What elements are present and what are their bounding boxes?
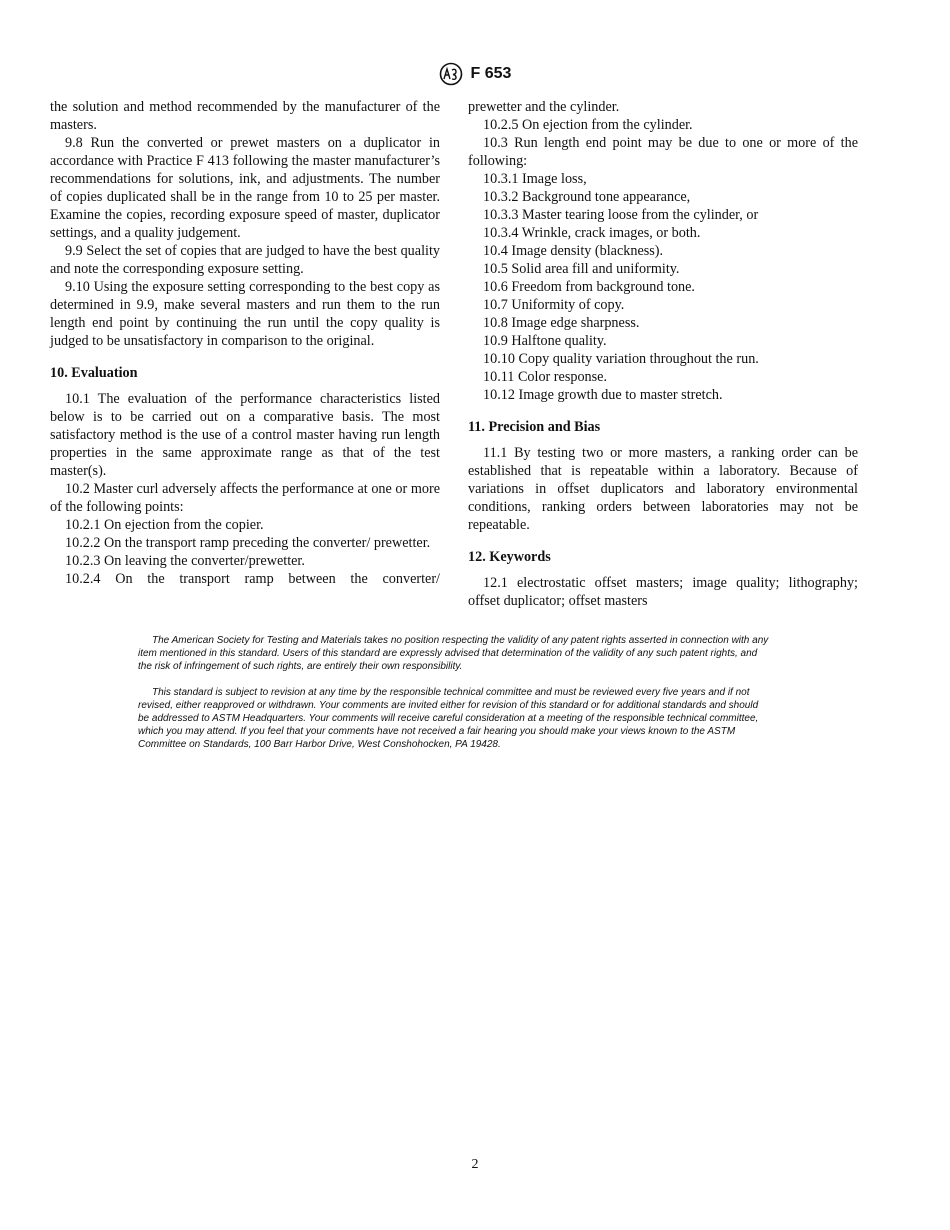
paragraph-10-1: 10.1 The evaluation of the performance characteristics listed below is to be carried out on a comparative basis. The most satisfactory method is the use of a control master having run length properties in the same approximate range as that of the test master(s). bbox=[50, 391, 440, 479]
patent-notice: The American Society for Testing and Materials takes no position respecting the validity of any patent rights asserted in connection with any item mentioned in this standard. Users of this standard are expressly advised that determination of the validity of any such patent rights, and the risk of infringement of such rights, are entirely their own responsibility. bbox=[138, 635, 769, 672]
section-heading-precision-bias: 11. Precision and Bias bbox=[468, 419, 601, 435]
paragraph-10-2-5: 10.2.5 On ejection from the cylinder. bbox=[483, 117, 693, 133]
paragraph-10-3: 10.3 Run length end point may be due to one or more of the following: bbox=[468, 135, 858, 169]
paragraph: the solution and method recommended by the manufacturer of the masters. bbox=[50, 99, 440, 133]
paragraph-9-9: 9.9 Select the set of copies that are judged to have the best quality and note the corresponding exposure setting. bbox=[50, 243, 440, 277]
list-item: 10.4 Image density (blackness). bbox=[483, 243, 664, 259]
paragraph-10-2-4: 10.2.4 On the transport ramp between the converter/ bbox=[65, 571, 440, 587]
right-column bbox=[468, 98, 858, 610]
paragraph-10-2-2: 10.2.2 On the transport ramp preceding the converter/ prewetter. bbox=[65, 535, 431, 551]
list-item: 10.7 Uniformity of copy. bbox=[483, 297, 625, 313]
paragraph-10-2: 10.2 Master curl adversely affects the performance at one or more of the following points: bbox=[50, 481, 440, 515]
list-item: 10.3.2 Background tone appearance, bbox=[483, 189, 691, 205]
left-column bbox=[50, 98, 440, 588]
list-item: 10.3.4 Wrinkle, crack images, or both. bbox=[483, 225, 701, 241]
paragraph-9-8: 9.8 Run the converted or prewet masters on a duplicator in accordance with Practice F 413 following the master manufacturer’s recommendations for solutions, ink, and adjustments. The number of copies duplicated shall be in the range from 10 to 25 per master. Examine the copies, recording exposure speed of master, duplicator settings, and a quality judgement. bbox=[50, 135, 440, 241]
section-heading-keywords: 12. Keywords bbox=[468, 549, 551, 565]
list-item: 10.11 Color response. bbox=[483, 369, 607, 385]
astm-logo-icon bbox=[439, 62, 463, 86]
list-item: 10.10 Copy quality variation throughout the run. bbox=[483, 351, 759, 367]
paragraph-9-10: 9.10 Using the exposure setting corresponding to the best copy as determined in 9.9, make several masters and run them to the run length end point by continuing the run until the copy quality is judged to be unsatisfactory in comparison to the original. bbox=[50, 279, 440, 349]
list-item: 10.6 Freedom from background tone. bbox=[483, 279, 695, 295]
list-item: 10.8 Image edge sharpness. bbox=[483, 315, 640, 331]
paragraph-10-2-3: 10.2.3 On leaving the converter/prewetter. bbox=[65, 553, 305, 569]
revision-notice: This standard is subject to revision at any time by the responsible technical committee and must be reviewed every five years and if not revised, either reapproved or withdrawn. Your comments are invited either for revision of this standard or for additional standards and should be addressed to ASTM Headquarters. Your comments will receive careful consideration at a meeting of the responsible technical committee, which you may attend. If you feel that your comments have not received a fair hearing you should make your views known to the ASTM Committee on Standards, 100 Barr Harbor Drive, West Conshohocken, PA 19428. bbox=[138, 687, 759, 750]
document-id: F 653 bbox=[470, 65, 512, 82]
paragraph-11-1: 11.1 By testing two or more masters, a ranking order can be established that is repeatable within a laboratory. Because of variations in offset duplicators and laboratory environmental conditions, ranking orders between laboratories may not be repeatable. bbox=[468, 445, 858, 533]
page-number: 2 bbox=[471, 1157, 479, 1172]
paragraph: prewetter and the cylinder. bbox=[468, 99, 620, 115]
list-item: 10.9 Halftone quality. bbox=[483, 333, 607, 349]
paragraph-12-1: 12.1 electrostatic offset masters; image quality; lithography; offset duplicator; offset masters bbox=[468, 575, 858, 609]
section-heading-evaluation: 10. Evaluation bbox=[50, 365, 138, 381]
page-header bbox=[0, 60, 950, 88]
list-item: 10.3.1 Image loss, bbox=[483, 171, 587, 187]
list-item: 10.12 Image growth due to master stretch. bbox=[483, 387, 723, 403]
list-item: 10.3.3 Master tearing loose from the cylinder, or bbox=[483, 207, 759, 223]
list-item: 10.5 Solid area fill and uniformity. bbox=[483, 261, 680, 277]
footer-notes bbox=[138, 634, 772, 751]
paragraph-10-2-1: 10.2.1 On ejection from the copier. bbox=[65, 517, 264, 533]
